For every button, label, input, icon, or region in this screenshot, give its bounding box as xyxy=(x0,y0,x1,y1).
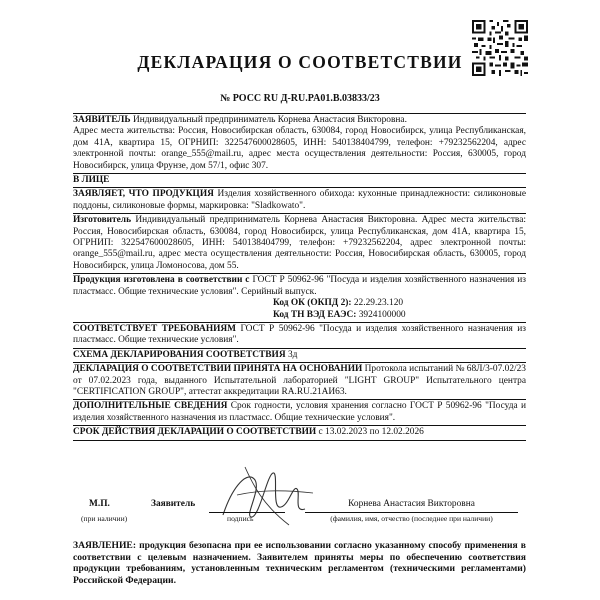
stamp-caption: (при наличии) xyxy=(81,514,128,523)
signer-name-caption: (фамилия, имя, отчество (последнее при наличии) xyxy=(330,514,493,523)
produced-label: Продукция изготовлена в соответствии с xyxy=(73,275,250,286)
tnved-value: 3924100000 xyxy=(358,309,406,320)
produced-text: ГОСТ Р 50962-96 "Посуда и изделия хозяйственного назначения из пластмасс. Общие технические условия". Серийный выпуск. xyxy=(73,275,527,297)
signature-icon xyxy=(193,455,343,535)
validity-label: СРОК ДЕЙСТВИЯ ДЕКЛАРАЦИИ О СООТВЕТСТВИИ xyxy=(73,427,317,438)
statement-text: продукция безопасна при ее использовании согласно указанному способу применения в соответствии с целевым назначением. Заявителем приняты меры по обеспечению соответствия продукции требованиям, установленным техническим регламентом (техническими регламентами) Российской Федерации. xyxy=(73,540,526,586)
okpd-value: 22.29.23.120 xyxy=(353,298,404,309)
basis-label: ДЕКЛАРАЦИЯ О СООТВЕТСТВИИ ПРИНЯТА НА ОСНОВАНИИ xyxy=(73,364,363,375)
tnved-label: Код ТН ВЭД ЕАЭС: xyxy=(273,309,357,320)
declares-label: ЗАЯВЛЯЕТ, ЧТО ПРОДУКЦИЯ xyxy=(73,189,214,200)
registration-number: № РОСС RU Д-RU.PA01.B.03833/23 xyxy=(220,93,380,104)
basis-text: Протокола испытаний № 68Л/3-07.02/23 от 07.02.2023 года, выданного Испытательной лабораторией "LIGHT GROUP" Испытательного центра "CERTIFICATION GROUP", аттестат аккредитации RA.RU.21АИ63. xyxy=(73,364,526,397)
signer-name: Корнева Анастасия Викторовна xyxy=(348,499,475,509)
signature-caption: подпись xyxy=(227,514,254,523)
in-person-section: В ЛИЦЕ xyxy=(73,173,526,187)
applicant-details: Адрес места жительства: Россия, Новосибирская область, 630084, город Новосибирск, улица Республиканская, дом 41А, квартира 15, ОГРНИП: 322547600028605, ИНН: 540138404799, телефон: +79232562204, адрес электронной почты: orange_555@mail.ru, адрес места осуществления деятельности: Россия, 630005, город Новосибирск, улица Фрунзе, дом 57/1, офис 307. xyxy=(73,126,526,171)
declares-section xyxy=(73,187,526,213)
manufacturer-section xyxy=(73,213,526,273)
applicant-label: ЗАЯВИТЕЛЬ xyxy=(73,115,131,125)
statement-section xyxy=(73,540,526,586)
additional-section xyxy=(73,399,526,425)
statement-label: ЗАЯВЛЕНИЕ: xyxy=(73,540,137,551)
tnved-row xyxy=(73,310,526,321)
signature-applicant-label: Заявитель xyxy=(151,499,196,509)
requirements-section xyxy=(73,322,526,348)
scheme-label: СХЕМА ДЕКЛАРИРОВАНИЯ СООТВЕТСТВИЯ xyxy=(73,349,286,360)
produced-section xyxy=(73,273,526,322)
manufacturer-label: Изготовитель xyxy=(73,215,132,226)
okpd-label: Код ОК (ОКПД 2): xyxy=(273,298,352,309)
additional-text: Срок годности, условия хранения согласно ГОСТ Р 50962-96 "Посуда и изделия хозяйственного назначения из пластмасс. Общие технические условия". xyxy=(73,401,526,423)
scheme-section xyxy=(73,348,526,362)
okpd-row xyxy=(73,298,526,309)
requirements-label: СООТВЕТСТВУЕТ ТРЕБОВАНИЯМ xyxy=(73,323,237,334)
signature-line xyxy=(209,512,285,513)
declares-text: Изделия хозяйственного обихода: кухонные принадлежности: силиконовые поддоны, силиконовые формы, маркировка: "Sladkowato". xyxy=(73,189,526,211)
scheme-value: 3д xyxy=(287,349,298,360)
validity-section xyxy=(73,425,526,440)
manufacturer-text: Индивидуальный предприниматель Корнева Анастасия Викторовна. Адрес места жительства: Россия, Новосибирская область, 630084, город Новосибирск, улица Республиканская, дом 41А, квартира 15, ОГРНИП: 322547600028605, ИНН: 540138404799, телефон: +79232562204, адрес электронной почты: orange_555@mail.ru, адрес места осуществления деятельности: Россия, Новосибирская область, 630005, город Новосибирск, улица Ломоносова, дом 55. xyxy=(73,215,526,271)
validity-text: с 13.02.2023 по 12.02.2026 xyxy=(318,427,424,438)
stamp-label: М.П. xyxy=(89,499,110,509)
basis-section xyxy=(73,362,526,399)
requirements-text: ГОСТ Р 50962-96 "Посуда и изделия хозяйственного назначения из пластмасс. Общие технические условия". xyxy=(73,323,527,346)
declaration-table xyxy=(73,113,526,441)
signer-name-line xyxy=(305,512,518,513)
applicant-name: Индивидуальный предприниматель Корнева Анастасия Викторовна. xyxy=(132,115,407,125)
applicant-section xyxy=(73,113,526,173)
page-title: ДЕКЛАРАЦИЯ О СООТВЕТСТВИИ xyxy=(137,52,463,72)
additional-label: ДОПОЛНИТЕЛЬНЫЕ СВЕДЕНИЯ xyxy=(73,401,228,412)
